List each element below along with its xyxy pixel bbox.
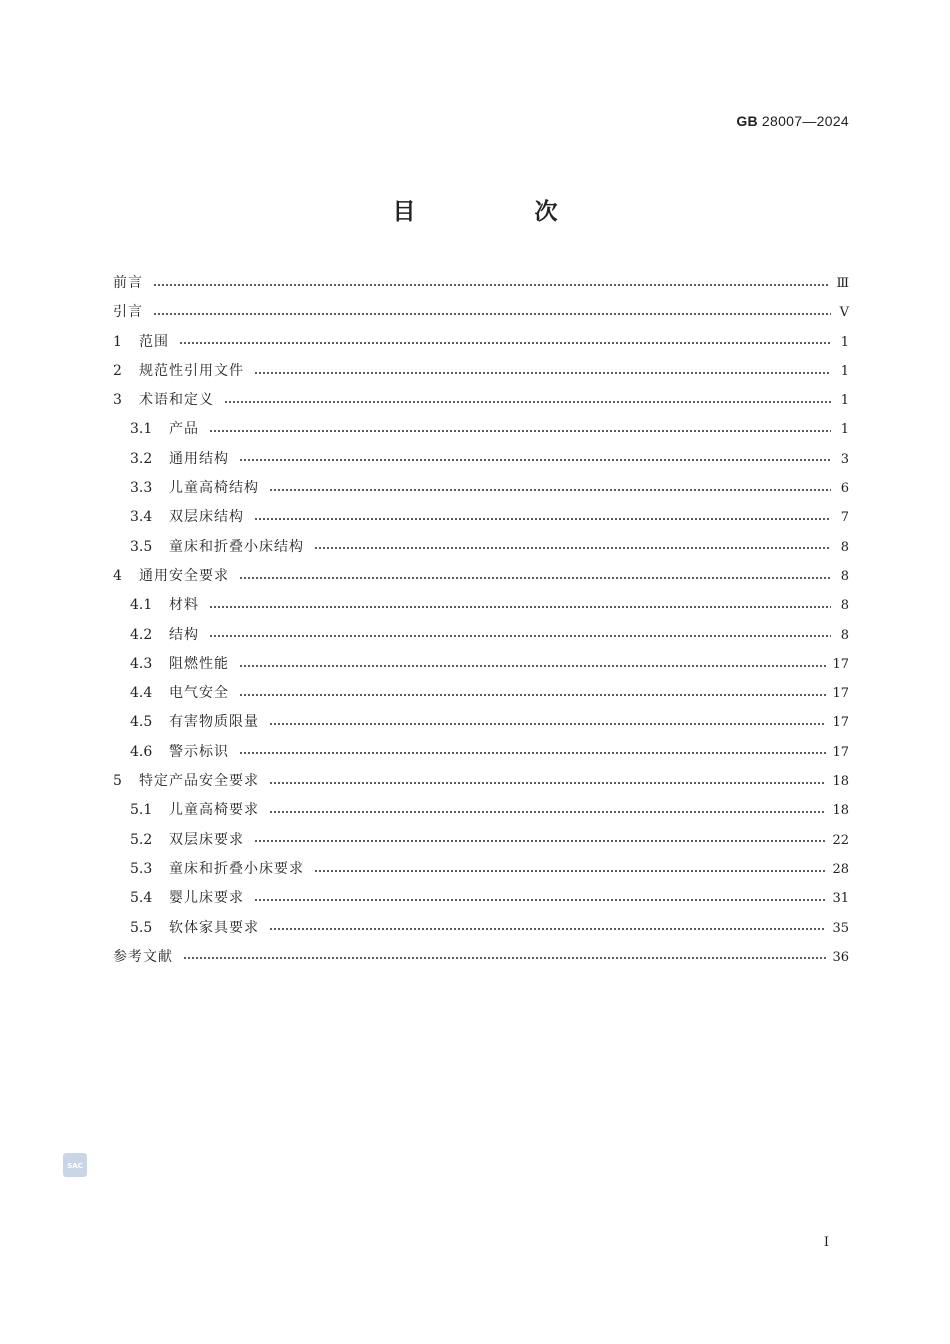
toc-entry-number: 4.3: [130, 655, 153, 672]
toc-entry-page: 8: [840, 568, 849, 584]
toc-entry-page: 17: [832, 744, 849, 760]
toc-entry-page: 3: [840, 451, 849, 467]
dot-leader: [224, 388, 831, 408]
standard-number: [736, 113, 849, 129]
toc-entry-page: 18: [832, 803, 849, 819]
dot-leader: [183, 944, 826, 964]
dot-leader: [239, 739, 826, 759]
page-title: 目 次: [392, 198, 606, 225]
toc-entry-label: 前言: [113, 275, 143, 291]
toc-entry[interactable]: [113, 357, 849, 386]
dot-leader: [179, 329, 831, 349]
toc-entry[interactable]: [113, 474, 849, 503]
svg-text:SAC: SAC: [67, 1162, 83, 1170]
toc-entry-label: 童床和折叠小床结构: [169, 538, 304, 555]
toc-entry[interactable]: [113, 826, 849, 855]
dot-leader: [314, 857, 826, 877]
dot-leader: [254, 505, 831, 525]
toc-entry-page: 17: [832, 715, 849, 731]
dot-leader: [254, 886, 826, 906]
toc-entry-number: 5.3: [130, 860, 153, 877]
toc-entry-number: 3.1: [130, 421, 153, 438]
toc-entry[interactable]: [113, 796, 849, 825]
toc-entry-number: 2: [113, 362, 122, 379]
toc-entry-label: 通用安全要求: [139, 567, 229, 584]
toc-entry-number: 4.2: [130, 626, 153, 643]
page-number: I: [823, 1235, 829, 1250]
toc-entry[interactable]: [113, 738, 849, 767]
toc-entry-number: 3.4: [130, 509, 153, 526]
toc-entry-page: 8: [840, 598, 849, 614]
toc-entry[interactable]: [113, 914, 849, 943]
toc-entry-page: 7: [840, 510, 849, 526]
toc-entry-number: 3: [113, 392, 122, 409]
toc-entry-number: 3.3: [130, 480, 153, 497]
toc-entry[interactable]: [113, 708, 849, 737]
toc-entry[interactable]: [113, 767, 849, 796]
toc-entry-label: 规范性引用文件: [139, 362, 244, 379]
toc-entry-label: 双层床结构: [169, 509, 244, 526]
toc-entry[interactable]: [113, 562, 849, 591]
toc-entry-page: 8: [840, 539, 849, 555]
toc-entry-number: 1: [113, 333, 122, 350]
toc-entry[interactable]: [113, 328, 849, 357]
dot-leader: [254, 827, 826, 847]
toc-entry-label: 特定产品安全要求: [139, 773, 259, 790]
toc-entry-number: 3.5: [130, 538, 153, 555]
dot-leader: [269, 710, 826, 730]
toc-entry-page: 1: [840, 393, 849, 409]
toc-entry-number: 4.4: [130, 685, 153, 702]
toc-entry-number: 5.2: [130, 831, 153, 848]
sac-logo-icon: [63, 1153, 87, 1177]
toc-entry-page: 1: [840, 334, 849, 350]
toc-entry-label: 电气安全: [169, 685, 229, 702]
toc-entry-page: Ⅲ: [836, 276, 849, 291]
toc-entry[interactable]: [113, 679, 849, 708]
toc-entry-label: 材料: [169, 597, 199, 614]
toc-entry[interactable]: [113, 591, 849, 620]
toc-entry[interactable]: [113, 445, 849, 474]
toc-entry-page: 1: [840, 422, 849, 438]
toc-entry-label: 产品: [169, 421, 199, 438]
table-of-contents: [113, 269, 849, 972]
toc-entry-page: 6: [840, 481, 849, 497]
dot-leader: [269, 769, 826, 789]
dot-leader: [209, 593, 831, 613]
toc-entry-label: 阻燃性能: [169, 655, 229, 672]
toc-entry-page: 1: [840, 363, 849, 379]
toc-entry-number: 4.6: [130, 743, 153, 760]
toc-entry-page: 31: [832, 891, 849, 907]
toc-entry[interactable]: [113, 386, 849, 415]
toc-entry-page: 8: [840, 627, 849, 643]
dot-leader: [239, 652, 826, 672]
dot-leader: [269, 798, 826, 818]
toc-entry-label: 范围: [139, 333, 169, 350]
dot-leader: [239, 681, 826, 701]
dot-leader: [209, 417, 831, 437]
toc-entry-label: 有害物质限量: [169, 714, 259, 731]
dot-leader: [239, 446, 831, 466]
toc-entry-page: 18: [832, 774, 849, 790]
toc-entry-page: 28: [832, 861, 849, 877]
toc-entry-label: 引言: [113, 304, 143, 321]
toc-entry-number: 5: [113, 773, 122, 790]
toc-entry-page: Ⅴ: [839, 305, 849, 321]
toc-entry-label: 儿童高椅结构: [169, 480, 259, 497]
toc-entry-page: 17: [832, 686, 849, 702]
toc-entry-label: 结构: [169, 626, 199, 643]
toc-entry[interactable]: [113, 943, 849, 972]
toc-entry-page: 35: [832, 920, 849, 936]
toc-entry[interactable]: [113, 650, 849, 679]
toc-entry[interactable]: [113, 533, 849, 562]
toc-entry[interactable]: [113, 503, 849, 532]
toc-entry-number: 5.4: [130, 890, 153, 907]
toc-entry-number: 4.1: [130, 597, 153, 614]
toc-entry-label: 通用结构: [169, 450, 229, 467]
toc-entry-number: 4.5: [130, 714, 153, 731]
toc-entry-number: 4: [113, 567, 122, 584]
standard-code: 28007—2024: [761, 113, 849, 129]
toc-entry[interactable]: [113, 884, 849, 913]
dot-leader: [153, 271, 830, 291]
dot-leader: [239, 564, 831, 584]
toc-entry-label: 婴儿床要求: [169, 890, 244, 907]
toc-entry[interactable]: [113, 855, 849, 884]
toc-entry-label: 童床和折叠小床要求: [169, 860, 304, 877]
toc-entry-number: 5.5: [130, 919, 153, 936]
dot-leader: [269, 476, 831, 496]
toc-entry-page: 17: [832, 656, 849, 672]
toc-entry-label: 软体家具要求: [169, 919, 259, 936]
toc-entry-label: 参考文献: [113, 948, 173, 965]
dot-leader: [153, 300, 831, 320]
toc-entry[interactable]: [113, 269, 849, 298]
toc-entry-page: 22: [832, 832, 849, 848]
toc-entry[interactable]: [113, 415, 849, 444]
toc-entry-number: 5.1: [130, 802, 153, 819]
dot-leader: [209, 622, 831, 642]
toc-entry-label: 警示标识: [169, 743, 229, 760]
dot-leader: [254, 359, 831, 379]
toc-entry-page: 36: [832, 949, 849, 965]
dot-leader: [314, 534, 831, 554]
toc-entry-label: 儿童高椅要求: [169, 802, 259, 819]
standard-prefix: GB: [736, 113, 758, 129]
dot-leader: [269, 915, 826, 935]
toc-entry-label: 术语和定义: [139, 392, 214, 409]
toc-entry-label: 双层床要求: [169, 831, 244, 848]
toc-entry[interactable]: [113, 621, 849, 650]
toc-entry[interactable]: [113, 298, 849, 327]
toc-entry-number: 3.2: [130, 450, 153, 467]
